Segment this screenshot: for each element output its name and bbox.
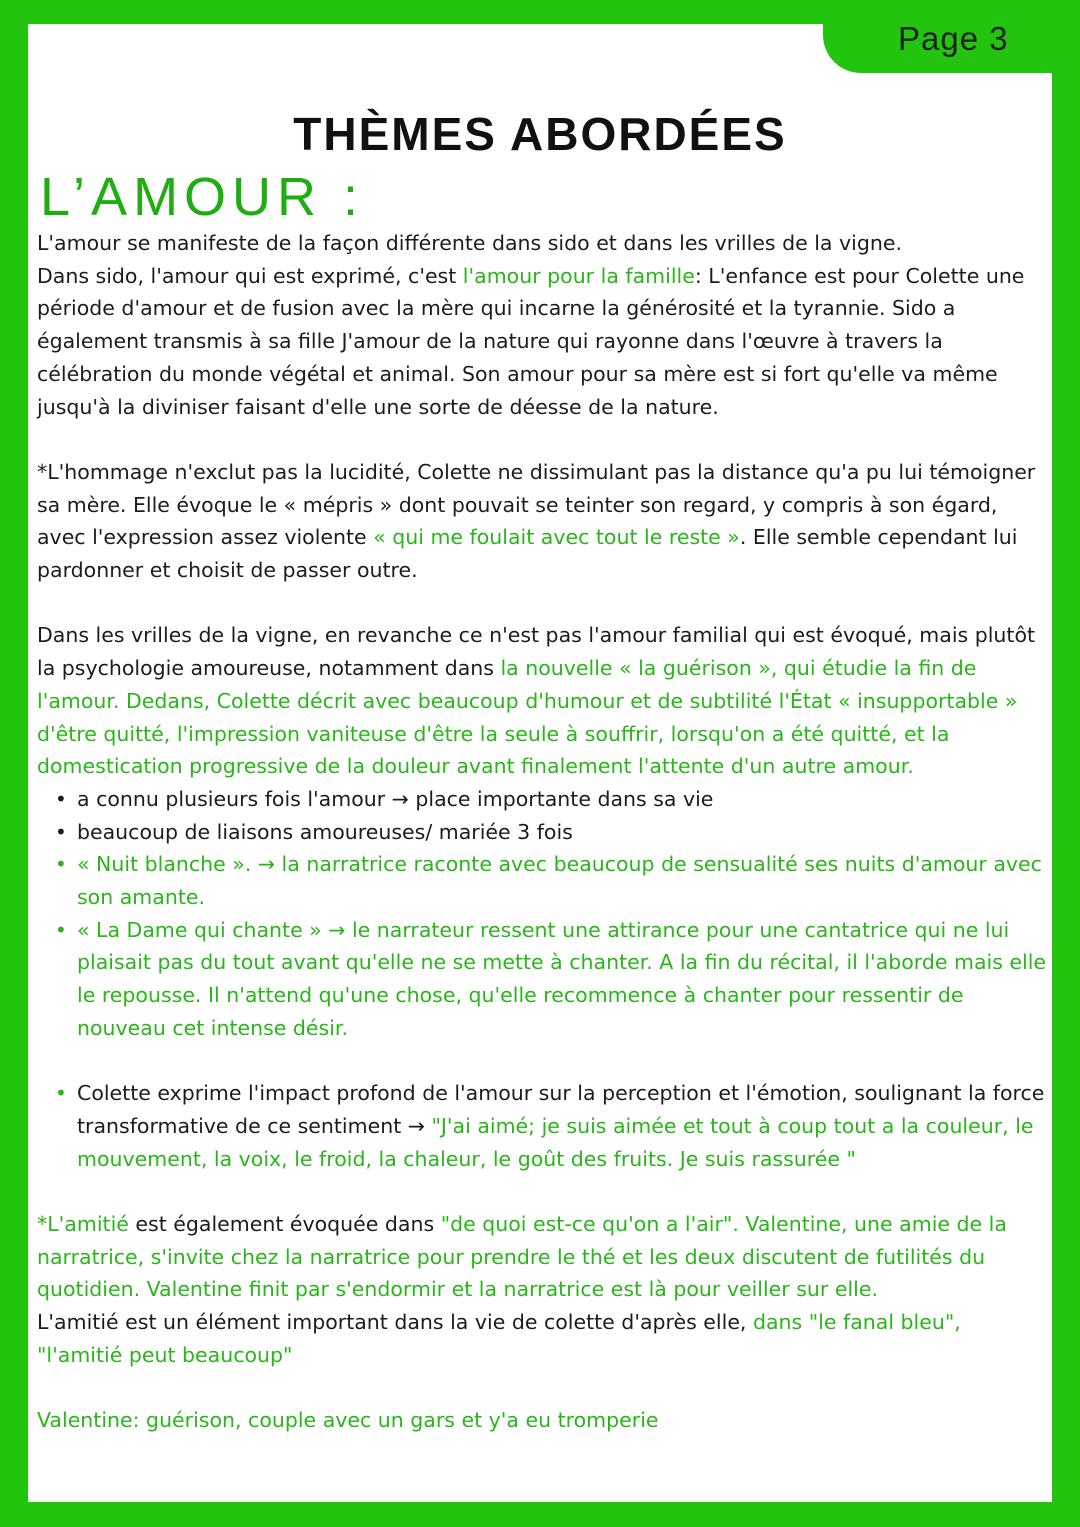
text-run: : L'enfance est pour Colette une période d'amour et de fusion avec la mère qui incarne la générosité et la tyrannie. Sido a également transmis à sa fille J'amour de la nature qui rayonne dans l'œuvre à travers la célébration du monde végétal et animal. Son amour pour sa mère est si fort qu'elle va même jusqu'à la diviniser faisant d'elle une sorte de déesse de la nature. — [37, 263, 1025, 419]
page-title: THÈMES ABORDÉES — [293, 108, 787, 160]
text-run: est également évoquée dans — [128, 1212, 441, 1237]
body-text — [37, 227, 1052, 1437]
quote-run: "J'ai aimé; je suis aimée et tout à coup tout a la couleur, le mouvement, la voix, le froid, la chaleur, le goût des fruits. Je suis rassurée " — [77, 1113, 1034, 1171]
list-item: • « Nuit blanche ». → la narratrice raconte avec beaucoup de sensualité ses nuits d'amour avec son amante. — [37, 848, 1052, 913]
list-item: • « La Dame qui chante » → le narrateur ressent une attirance pour une cantatrice qui ne lui plaisait pas du tout avant qu'elle ne se mette à chanter. A la fin du récital, il l'aborde mais elle le repousse. Il n'attend qu'une chose, qu'elle recommence à chanter pour ressentir de nouveau cet intense désir. — [37, 914, 1052, 1045]
quote-run: « qui me foulait avec tout le reste » — [373, 525, 740, 550]
bullet-list — [37, 783, 1052, 1045]
list-item: • a connu plusieurs fois l'amour → place importante dans sa vie — [37, 783, 1052, 816]
list-item: • beaucoup de liaisons amoureuses/ mariée 3 fois — [37, 816, 1052, 849]
page-number: Page 3 — [898, 20, 1009, 57]
text-run: Dans sido, l'amour qui est exprimé, c'est — [37, 263, 463, 288]
paragraph-note: Valentine: guérison, couple avec un gars et y'a eu tromperie — [37, 1408, 659, 1433]
quote-run: dans "le fanal bleu", "l'amitié peut beaucoup" — [37, 1310, 961, 1367]
paragraph-intro — [37, 227, 1052, 423]
highlight-run: *L'amitié — [37, 1212, 129, 1237]
text-run: *L'hommage n'exclut pas la lucidité, Colette ne dissimulant pas la distance qu'a pu lui témoigner sa mère. Elle évoque le « mépris » dont pouvait se teinter son regard, y compris à son égard, avec l'expression assez violente — [37, 459, 1036, 550]
section-heading: L’AMOUR : — [40, 167, 365, 227]
amitie-line — [37, 1306, 1052, 1371]
paragraph-amitie — [37, 1208, 1052, 1372]
text-run: L'amitié est un élément important dans la vie de colette d'après elle, — [37, 1310, 753, 1335]
highlight-run: "de quoi est-ce qu'on a l'air". Valentine, une amie de la narratrice, s'invite chez la narratrice pour prendre le thé et les deux discutent de futilités du quotidien. Valentine finit par s'endormir et la narratrice est là pour veiller sur elle. — [37, 1212, 1007, 1302]
highlight-run: l'amour pour la famille — [462, 263, 695, 288]
paragraph-hommage — [37, 456, 1052, 587]
highlight-run: la nouvelle « la guérison », qui étudie la fin de l'amour. Dedans, Colette décrit avec beaucoup d'humour et de subtilité l'État « insupportable » d'être quitté, l'impression vaniteuse d'être la seule à souffrir, lorsqu'on a été quitté, et la domestication progressive de la douleur avant finalement l'attente d'un autre amour. — [37, 656, 1018, 779]
text-run: . Elle semble cependant lui pardonner et choisit de passer outre. — [37, 525, 1018, 583]
text-run: Dans les vrilles de la vigne, en revanche ce n'est pas l'amour familial qui est évoqué, mais plutôt la psychologie amoureuse, notamment dans — [37, 623, 1036, 681]
intro-line: L'amour se manifeste de la façon différente dans sido et dans les vrilles de la vigne. — [37, 231, 902, 255]
list-item — [37, 1077, 1052, 1175]
bullet-list — [37, 1077, 1052, 1175]
text-run: Colette exprime l'impact profond de l'amour sur la perception et l'émotion, soulignant la force transformative de ce sentiment → — [77, 1081, 1045, 1138]
paragraph-vrilles — [37, 619, 1052, 783]
